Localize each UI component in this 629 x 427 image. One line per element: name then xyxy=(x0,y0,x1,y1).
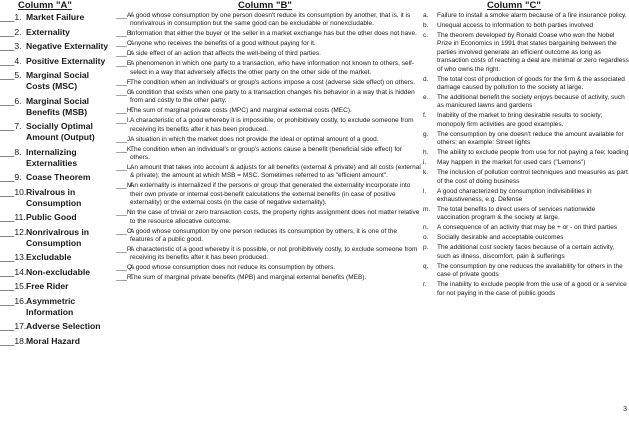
term-label: Externality xyxy=(26,26,70,37)
term-item xyxy=(0,281,112,292)
example-item xyxy=(423,263,629,280)
term-label: Positive Externality xyxy=(26,55,106,66)
term-item xyxy=(0,56,112,67)
definition-item xyxy=(116,50,421,58)
example-text: Inability of the market to bring desirable results to society; monopoly firm activities are good examples. xyxy=(437,112,603,128)
column-c-header: Column "C" xyxy=(487,0,541,11)
term-label: Socially Optimal Amount (Output) xyxy=(26,121,95,142)
example-letter: o. xyxy=(423,234,429,242)
definition-text: A situation in which the market does not provide the ideal or optimal amount of a good. xyxy=(130,135,379,143)
answer-blank[interactable]: ___M. xyxy=(116,182,135,190)
column-a-header: Column "A" xyxy=(18,0,72,11)
answer-blank[interactable]: ___10. xyxy=(0,186,27,197)
term-item xyxy=(0,96,112,118)
definition-item xyxy=(116,274,421,282)
answer-blank[interactable]: ___14. xyxy=(0,266,27,277)
term-label: Asymmetric Information xyxy=(26,295,76,317)
definition-item xyxy=(116,30,421,38)
answer-blank[interactable]: ___R. xyxy=(116,274,134,282)
example-text: A good characterized by consumption indivisibilities in exhaustiveness, e.g. Defense xyxy=(437,187,592,204)
answer-blank[interactable]: ___18. xyxy=(0,335,27,346)
definition-text: An externality is internalized if the persons or group that generated the externality incorporate into their own private or internal cost-benefit calculations the external benefits (in case of positive externality) or the external costs (in the case of negative externality). xyxy=(130,182,411,207)
example-letter: d. xyxy=(423,75,429,83)
example-item xyxy=(423,131,629,148)
example-letter: k. xyxy=(423,169,429,177)
term-item xyxy=(0,121,112,143)
answer-blank[interactable]: ___I. xyxy=(116,117,131,125)
example-letter: f. xyxy=(423,112,427,120)
answer-blank[interactable]: ___7. xyxy=(0,121,22,131)
example-text: The consumption by one doesn't reduce the amount available for others; an example: Street lights xyxy=(437,130,624,147)
example-letter: r. xyxy=(423,281,427,289)
example-letter: h. xyxy=(423,149,429,157)
definition-text: A good whose consumption by one person doesn't reduce its consumption by another, that is, it is nonrivalrous in consumption but the same good can be excludable or nonexcludable. xyxy=(130,12,411,28)
answer-blank[interactable]: ___F. xyxy=(116,78,132,86)
term-item xyxy=(0,70,112,92)
definition-text: A characteristic of a good whereby it is possible, or not prohibitively costly, to exclude someone from receiving its benefits after it has been produced. xyxy=(130,246,418,262)
definition-item xyxy=(116,246,421,263)
definition-text: The sum of marginal private costs (MPC) and marginal external costs (MEC). xyxy=(130,107,352,115)
definition-text: An amount that takes into account & adjusts for all benefits (external & private) and all costs (external & private); the amount at which MSB = MSC. Sometimes referred to as "efficient amount". xyxy=(130,164,421,180)
example-text: The theorem developed by Ronald Coase who won the Nobel Prize in Economics in 1991 that states bargaining between the parties involved generate an efficient outcome as long as transaction costs of reaching a deal are minimal or zero regardless of who owns the right. xyxy=(437,32,629,73)
term-item xyxy=(0,172,112,183)
example-letter: n. xyxy=(423,224,429,232)
example-item xyxy=(423,76,629,93)
answer-blank[interactable]: ___9. xyxy=(0,172,22,182)
answer-blank[interactable]: ___A. xyxy=(116,12,133,19)
term-label: Excludable xyxy=(26,252,72,262)
answer-blank[interactable]: ___12. xyxy=(0,226,27,237)
definition-text: A good whose consumption by one person reduces its consumption by others, it is one of the features of a public good. xyxy=(130,227,398,244)
definition-text: A good whose consumption does not reduce its consumption by others. xyxy=(130,264,336,272)
answer-blank[interactable]: ___K. xyxy=(116,145,133,153)
answer-blank[interactable]: ___O. xyxy=(116,227,134,235)
example-item xyxy=(423,188,629,205)
answer-blank[interactable]: ___L. xyxy=(116,164,133,172)
answer-blank[interactable]: ___C. xyxy=(116,40,134,48)
definition-text: The condition when an individual's or group's actions cause a benefit (beneficial side effect) for others. xyxy=(130,145,402,162)
term-label: Nonrivalrous in Consumption xyxy=(26,226,90,248)
example-text: The additional benefit the society enjoys because of activity, such as manicured lawns and gardens xyxy=(437,94,625,110)
example-item xyxy=(423,12,629,20)
definition-text: Anyone who receives the benefits of a good without paying for it. xyxy=(130,40,316,48)
answer-blank[interactable]: ___3. xyxy=(0,41,22,51)
term-label: Public Good xyxy=(26,212,77,222)
example-text: The additional cost society faces because of a certain activity, such as illness, discomfort, pain & sufferings xyxy=(437,244,615,260)
term-item xyxy=(0,296,112,318)
term-label: Marginal Social Benefits (MSB) xyxy=(26,95,90,117)
answer-blank[interactable]: ___1. xyxy=(0,12,22,22)
definition-item xyxy=(116,12,421,29)
example-letter: q. xyxy=(423,262,429,270)
example-text: Unequal access to information to both parties involved xyxy=(437,22,594,29)
term-item xyxy=(0,227,112,249)
answer-blank[interactable]: ___N. xyxy=(116,209,134,217)
example-text: Socially desirable and acceptable outcomes xyxy=(437,234,564,242)
answer-blank[interactable]: ___J. xyxy=(116,135,132,143)
term-label: Coase Theorem xyxy=(26,172,91,182)
term-item xyxy=(0,27,112,38)
definition-text: The condition when an individual's or group's actions impose a cost (adverse side effect) on others. xyxy=(130,78,415,86)
definition-item xyxy=(116,136,421,144)
definition-item xyxy=(116,79,421,87)
definition-item xyxy=(116,264,421,272)
column-b-list xyxy=(116,12,421,284)
column-a-list xyxy=(0,12,112,350)
answer-blank[interactable]: ___E. xyxy=(116,60,133,68)
answer-blank[interactable]: ___11. xyxy=(0,212,26,222)
column-b-header: Column "B" xyxy=(238,0,292,11)
definition-text: A side effect of an action that affects the well-being of third parties. xyxy=(130,50,321,58)
example-letter: c. xyxy=(423,32,429,39)
term-item xyxy=(0,187,112,209)
definition-item xyxy=(116,146,421,163)
answer-blank[interactable]: ___D. xyxy=(116,50,134,58)
definition-text: A phenomenon in which one party to a transaction, who have information not known to others, self-select in a way that adversely affects the other party on the other side of the market. xyxy=(130,60,415,76)
example-item xyxy=(423,112,629,129)
term-item xyxy=(0,336,112,347)
example-text: A consequence of an activity that may be + or - on third parties xyxy=(437,224,618,232)
term-label: Adverse Selection xyxy=(26,321,101,331)
definition-text: A condition that exists when one party to a transaction changes his behavior in a way that is hidden from and costly to the other party. xyxy=(130,88,415,105)
example-text: The consumption by one reduces the availability for others in the case of private goods xyxy=(437,262,623,279)
term-label: Market Failure xyxy=(26,12,85,22)
answer-blank[interactable]: ___8. xyxy=(0,146,22,157)
example-item xyxy=(423,149,629,157)
answer-blank[interactable]: ___17. xyxy=(0,321,27,331)
definition-item xyxy=(116,60,421,77)
answer-blank[interactable]: ___Q. xyxy=(116,264,134,272)
example-letter: e. xyxy=(423,94,429,102)
example-item xyxy=(423,159,629,167)
term-item xyxy=(0,12,112,23)
example-item xyxy=(423,206,629,223)
term-item xyxy=(0,252,112,263)
example-item xyxy=(423,234,629,242)
example-item xyxy=(423,169,629,186)
example-letter: a. xyxy=(423,12,429,19)
example-letter: i. xyxy=(423,159,427,167)
answer-blank[interactable]: ___2. xyxy=(0,26,22,37)
example-text: The inclusion of pollution control techniques and measures as part of the cost of doing business xyxy=(437,169,628,185)
definition-text: In the case of trivial or zero transaction costs, the property rights assignment does not matter relative to the resource allocative outcome. xyxy=(130,209,420,225)
answer-blank[interactable]: ___13. xyxy=(0,252,27,262)
definition-item xyxy=(116,209,421,226)
definition-item xyxy=(116,164,421,181)
term-label: Internalizing Externalities xyxy=(26,146,78,168)
term-label: Marginal Social Costs (MSC) xyxy=(26,70,90,91)
term-item xyxy=(0,212,112,223)
definition-item xyxy=(116,89,421,106)
example-item xyxy=(423,94,629,111)
example-item xyxy=(423,281,629,298)
term-item xyxy=(0,41,112,52)
answer-blank[interactable]: ___5. xyxy=(0,70,22,80)
term-label: Non-excludable xyxy=(26,266,90,277)
definition-item xyxy=(116,107,421,115)
example-text: The ability to exclude people from use for not paying a fee; loading xyxy=(437,149,629,157)
definition-item xyxy=(116,117,421,134)
answer-blank[interactable]: ___16. xyxy=(0,295,27,306)
example-text: The total benefits to direct users of services nationwide vaccination program & the society at large. xyxy=(437,206,596,222)
column-c-list xyxy=(423,12,629,300)
definition-item xyxy=(116,182,421,207)
answer-blank[interactable]: ___B. xyxy=(116,30,133,38)
answer-blank[interactable]: ___15. xyxy=(0,281,27,291)
term-label: Negative Externality xyxy=(26,41,109,51)
example-letter: b. xyxy=(423,22,429,29)
answer-blank[interactable]: ___4. xyxy=(0,55,22,66)
answer-blank[interactable]: ___P. xyxy=(116,246,133,254)
example-letter: g. xyxy=(423,130,429,138)
example-letter: m. xyxy=(423,206,431,214)
answer-blank[interactable]: ___6. xyxy=(0,95,22,106)
example-item xyxy=(423,224,629,232)
term-label: Moral Hazard xyxy=(26,335,80,346)
answer-blank[interactable]: ___G. xyxy=(116,88,134,96)
example-text: The total cost of production of goods for the firm & the associated damage caused by pollution to the society at large. xyxy=(437,75,625,92)
definition-item xyxy=(116,228,421,245)
definition-text: The sum of marginal private benefits (MPB) and marginal external benefits (MEB). xyxy=(130,274,367,282)
example-text: The inability to exclude people from the use of a good or a service for not paying in the case of public goods xyxy=(437,281,627,297)
term-item xyxy=(0,147,112,169)
example-letter: p. xyxy=(423,244,429,252)
example-text: Failure to install a smoke alarm because of a fire insurance policy. xyxy=(437,12,627,19)
term-label: Free Rider xyxy=(26,281,69,291)
example-item xyxy=(423,22,629,30)
definition-text: Information that either the buyer or the seller in a market exchange has but the other does not have. xyxy=(130,30,417,38)
definition-item xyxy=(116,40,421,48)
term-item xyxy=(0,321,112,332)
example-letter: l. xyxy=(423,187,427,195)
example-text: May happen in the market for used cars ("Lemons") xyxy=(437,159,586,167)
term-item xyxy=(0,267,112,278)
definition-text: A characteristic of a good whereby it is impossible, or prohibitively costly, to exclude someone from receiving its benefits after it has been produced. xyxy=(130,117,414,133)
answer-blank[interactable]: ___H. xyxy=(116,107,134,115)
page-number: 3 xyxy=(623,406,627,413)
example-item xyxy=(423,244,629,261)
example-item xyxy=(423,32,629,74)
term-label: Rivalrous in Consumption xyxy=(26,186,82,208)
